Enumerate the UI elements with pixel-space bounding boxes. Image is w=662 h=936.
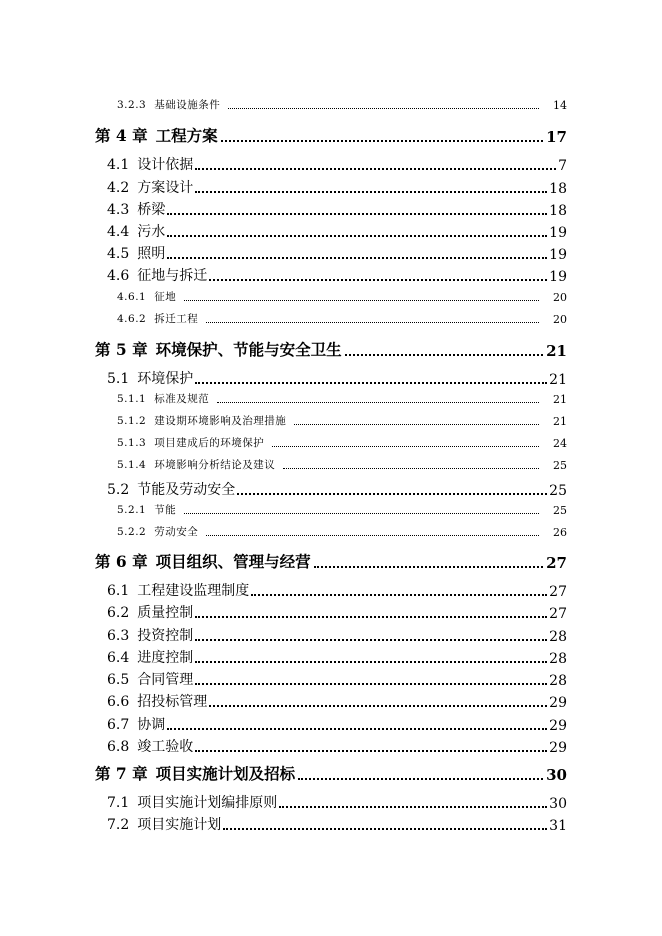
toc-number: 4.1 <box>107 157 130 173</box>
dot-leader <box>228 106 539 109</box>
toc-page-number: 19 <box>549 269 567 285</box>
toc-number: 4.5 <box>107 246 130 262</box>
toc-number: 5.2.2 <box>117 526 147 538</box>
toc-title: 设计依据 <box>137 157 194 173</box>
toc-entry[interactable] <box>107 691 567 711</box>
toc-entry[interactable] <box>107 625 567 645</box>
toc-number: 6.1 <box>107 583 130 599</box>
toc-title: 质量控制 <box>137 605 194 621</box>
toc-title: 进度控制 <box>137 650 194 666</box>
toc-entry[interactable] <box>107 221 567 241</box>
toc-page-number: 28 <box>549 651 567 667</box>
dot-leader <box>195 189 547 193</box>
toc-page-number: 21 <box>546 342 567 360</box>
toc-number: 6.6 <box>107 694 130 710</box>
toc-number: 4.6.1 <box>117 291 147 303</box>
toc-title: 工程建设监理制度 <box>137 583 250 599</box>
toc-page-number: 21 <box>549 372 567 388</box>
toc-page-number: 14 <box>553 99 567 112</box>
toc-page-number: 19 <box>549 247 567 263</box>
toc-page-number: 17 <box>546 128 567 146</box>
toc-number: 5.1 <box>107 371 130 387</box>
toc-number: 6.4 <box>107 650 130 666</box>
toc-number: 4.2 <box>107 180 130 196</box>
toc-page-number: 25 <box>553 459 567 472</box>
toc-page-number: 27 <box>549 584 567 600</box>
toc-number: 4.6.2 <box>117 313 147 325</box>
toc-number: 6.2 <box>107 605 130 621</box>
toc-page-number: 29 <box>549 695 567 711</box>
toc-entry[interactable] <box>117 435 567 450</box>
toc-entry[interactable] <box>107 792 567 812</box>
toc-number: 3.2.3 <box>117 99 147 111</box>
dot-leader <box>345 352 544 356</box>
toc-title: 招投标管理 <box>137 694 208 710</box>
toc-number: 5.1.2 <box>117 415 147 427</box>
dot-leader <box>184 511 539 514</box>
toc-page-number: 29 <box>549 740 567 756</box>
dot-leader <box>237 491 547 495</box>
toc-page-number: 18 <box>549 203 567 219</box>
toc-number: 第 6 章 <box>95 552 148 571</box>
dot-leader <box>279 804 547 808</box>
toc-entry[interactable] <box>117 413 567 428</box>
dot-leader <box>217 400 539 403</box>
toc-title: 征地与拆迁 <box>137 268 208 284</box>
toc-entry[interactable] <box>107 479 567 499</box>
toc-title: 环境保护 <box>137 371 194 387</box>
toc-title: 环境保护、节能与安全卫生 <box>155 340 342 359</box>
dot-leader <box>195 637 547 641</box>
toc-entry[interactable] <box>117 457 567 472</box>
toc-page-number: 24 <box>553 437 567 450</box>
dot-leader <box>209 277 547 281</box>
toc-entry[interactable] <box>107 714 567 734</box>
toc-page-number: 27 <box>546 554 567 572</box>
toc-entry[interactable] <box>117 391 567 406</box>
dot-leader <box>184 298 539 301</box>
toc-page-number: 18 <box>549 181 567 197</box>
toc-number: 5.1.3 <box>117 437 147 449</box>
toc-entry[interactable] <box>107 580 567 600</box>
toc-title: 工程方案 <box>155 126 218 145</box>
toc-title: 基础设施条件 <box>154 99 221 111</box>
dot-leader <box>314 564 544 568</box>
toc-number: 7.1 <box>107 795 130 811</box>
toc-entry[interactable] <box>117 97 567 112</box>
dot-leader <box>272 444 539 447</box>
toc-number: 4.4 <box>107 224 130 240</box>
toc-title: 合同管理 <box>137 672 194 688</box>
toc-title: 劳动安全 <box>154 526 199 538</box>
toc-page-number: 30 <box>546 766 567 784</box>
toc-title: 节能 <box>154 504 177 516</box>
dot-leader <box>206 533 539 536</box>
toc-entry[interactable] <box>107 368 567 388</box>
toc-title: 项目建成后的环境保护 <box>154 437 265 449</box>
toc-entry[interactable] <box>107 177 567 197</box>
toc-title: 投资控制 <box>137 628 194 644</box>
toc-page-number: 26 <box>553 526 567 539</box>
toc-page-number: 19 <box>549 225 567 241</box>
toc-page-number: 20 <box>553 313 567 326</box>
toc-page-number: 29 <box>549 718 567 734</box>
toc-page-number: 21 <box>553 393 567 406</box>
toc-number: 4.6 <box>107 268 130 284</box>
dot-leader <box>209 703 547 707</box>
toc-page-number: 7 <box>558 158 567 174</box>
toc-title: 协调 <box>137 717 166 733</box>
toc-entry[interactable] <box>117 311 567 326</box>
dot-leader <box>294 422 539 425</box>
toc-entry[interactable] <box>95 762 567 784</box>
toc-entry[interactable] <box>107 602 567 622</box>
toc-page-number: 30 <box>549 796 567 812</box>
dot-leader <box>221 138 544 142</box>
toc-entry[interactable] <box>95 338 567 360</box>
toc-title: 节能及劳动安全 <box>137 482 236 498</box>
dot-leader <box>195 166 556 170</box>
toc-entry[interactable] <box>107 736 567 756</box>
dot-leader <box>223 826 547 830</box>
toc-page-number: 31 <box>549 818 567 834</box>
dot-leader <box>298 776 543 780</box>
toc-entry[interactable] <box>107 265 567 285</box>
toc-number: 6.7 <box>107 717 130 733</box>
toc-title: 污水 <box>137 224 166 240</box>
toc-number: 5.1.4 <box>117 459 147 471</box>
dot-leader <box>167 255 547 259</box>
toc-number: 5.2 <box>107 482 130 498</box>
toc-number: 4.3 <box>107 202 130 218</box>
toc-number: 6.8 <box>107 739 130 755</box>
dot-leader <box>195 614 547 618</box>
toc-number: 6.5 <box>107 672 130 688</box>
toc-page-number: 25 <box>549 483 567 499</box>
toc-title: 照明 <box>137 246 166 262</box>
toc-entry[interactable] <box>107 199 567 219</box>
dot-leader <box>283 466 539 469</box>
dot-leader <box>167 211 547 215</box>
toc-page-number: 28 <box>549 629 567 645</box>
toc-title: 项目实施计划 <box>137 817 222 833</box>
toc-entry[interactable] <box>107 647 567 667</box>
toc-page-number: 21 <box>553 415 567 428</box>
toc-number: 7.2 <box>107 817 130 833</box>
toc-title: 竣工验收 <box>137 739 194 755</box>
dot-leader <box>251 592 547 596</box>
dot-leader <box>167 726 547 730</box>
toc-number: 6.3 <box>107 628 130 644</box>
toc-title: 征地 <box>154 291 177 303</box>
toc-title: 桥梁 <box>137 202 166 218</box>
toc-title: 拆迁工程 <box>154 313 199 325</box>
toc-number: 第 7 章 <box>95 764 148 783</box>
toc-entry[interactable] <box>107 669 567 689</box>
toc-entry[interactable] <box>107 243 567 263</box>
dot-leader <box>195 380 547 384</box>
toc-title: 建设期环境影响及治理措施 <box>154 415 287 427</box>
toc-page-number: 20 <box>553 291 567 304</box>
toc-title: 环境影响分析结论及建议 <box>154 459 276 471</box>
toc-number: 第 5 章 <box>95 340 148 359</box>
dot-leader <box>195 748 547 752</box>
toc-title: 项目实施计划及招标 <box>155 764 296 783</box>
toc-number: 5.2.1 <box>117 504 147 516</box>
dot-leader <box>167 233 547 237</box>
toc-entry[interactable] <box>117 502 567 517</box>
toc-title: 项目组织、管理与经营 <box>155 552 311 571</box>
toc-title: 项目实施计划编排原则 <box>137 795 278 811</box>
toc-number: 5.1.1 <box>117 393 147 405</box>
toc-page-number: 25 <box>553 504 567 517</box>
toc-entry[interactable] <box>107 814 567 834</box>
dot-leader <box>206 320 539 323</box>
toc-entry[interactable] <box>95 124 567 146</box>
toc-number: 第 4 章 <box>95 126 148 145</box>
toc-title: 标准及规范 <box>154 393 210 405</box>
dot-leader <box>195 659 547 663</box>
toc-page-number: 28 <box>549 673 567 689</box>
toc-entry[interactable] <box>117 524 567 539</box>
toc-title: 方案设计 <box>137 180 194 196</box>
toc-entry[interactable] <box>117 289 567 304</box>
toc-entry[interactable] <box>107 154 567 174</box>
toc-page-number: 27 <box>549 606 567 622</box>
dot-leader <box>195 681 547 685</box>
toc-entry[interactable] <box>95 550 567 572</box>
